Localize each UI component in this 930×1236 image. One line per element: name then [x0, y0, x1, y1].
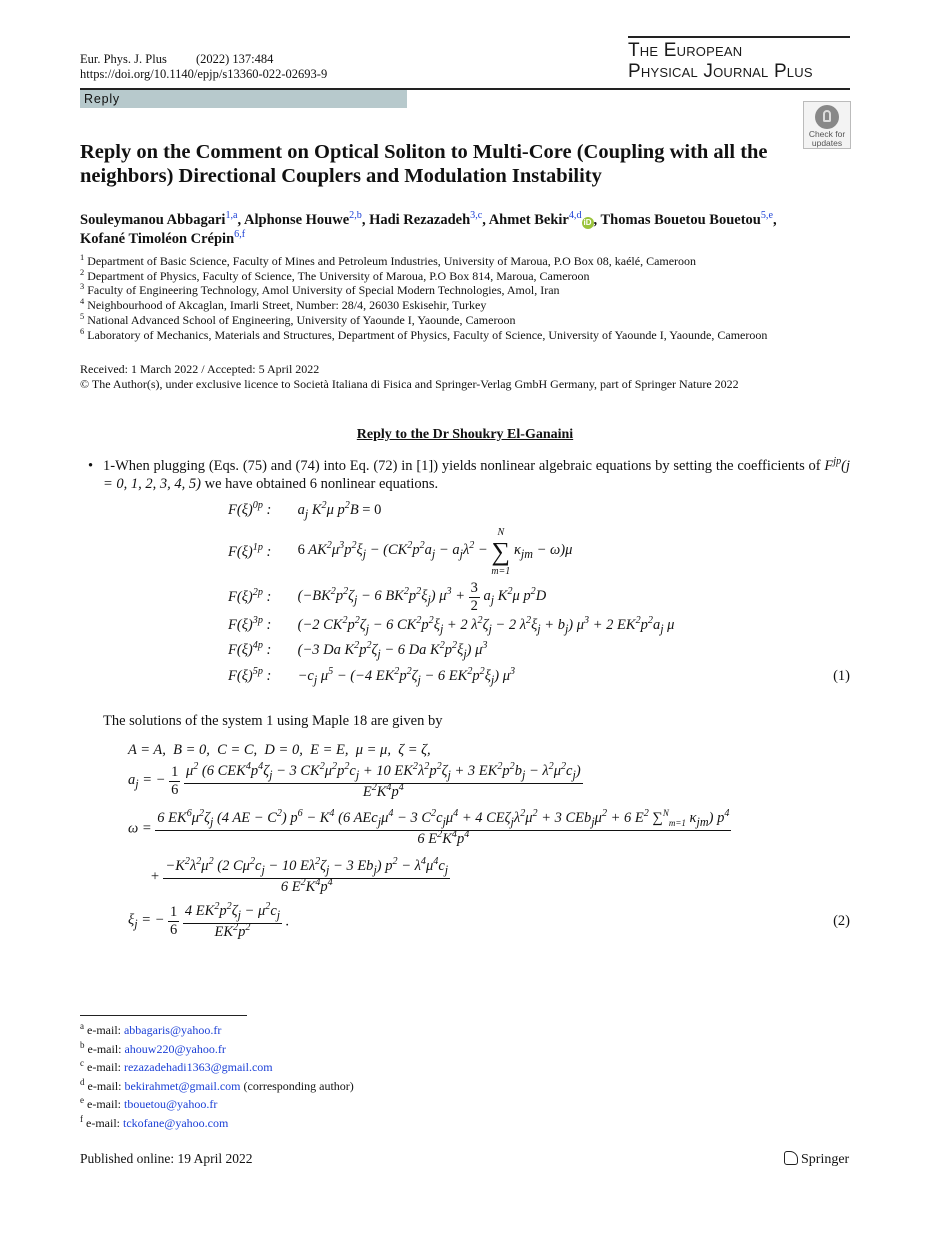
author-affil-ref[interactable]: 4,d — [568, 210, 582, 222]
email-link[interactable]: bekirahmet@gmail.com — [124, 1078, 241, 1093]
copyright: © The Author(s), under exclusive licence to Società Italiana di Fisica and Springer-Verlag GmbH Germany, part of Springer Nature 2022 — [80, 377, 739, 391]
article-dates — [80, 362, 850, 392]
author-affil-ref[interactable]: 5,e — [760, 210, 773, 222]
affiliation-item: $^6$ Laboratory of Mechanics, Materials and Structures, Department of Physics, Faculty of Science, University of Yaounde I, Yaounde, Cameroon — [80, 326, 768, 342]
bullet-paragraph: • 1-When plugging (Eqs. (75) and (74) into Eq. (72) in [1]) yields nonlinear algebraic equations by setting the coefficients of $F^{jp}(j = 0$, 1, 2, 3, 4, 5) we have obtained 6 nonlinear equations. — [88, 456, 851, 492]
footnote-item: $^c$ e-mail: rezazadehadi1363@gmail.com — [80, 1058, 273, 1075]
email-link[interactable]: rezazadehadi1363@gmail.com — [123, 1060, 273, 1075]
footnote-item: $^b$ e-mail: ahouw220@yahoo.fr — [80, 1039, 226, 1056]
affiliation-item: $^3$ Faculty of Engineering Technology, Amol University of Special Modern Technologies, Amol, Iran — [80, 282, 560, 298]
journal-logo — [628, 36, 850, 82]
orcid-icon[interactable]: iD — [583, 218, 592, 227]
check-label-2: updates — [811, 138, 843, 148]
paper-title: Reply on the Comment on Optical Soliton to Multi-Core (Coupling with all the neighbors) Directional Couplers and Modulation Instability — [80, 141, 768, 187]
author-affil-ref[interactable]: 3,c — [470, 210, 483, 222]
running-header — [80, 52, 327, 82]
received-accepted: Received: 1 March 2022 / Accepted: 5 April 2022 — [80, 362, 320, 376]
author-name: Alphonse Houwe — [244, 212, 350, 228]
email-link[interactable]: abbagaris@yahoo.fr — [123, 1023, 222, 1037]
equation-number-1: (1) — [833, 668, 850, 684]
equation-number-2: (2) — [833, 913, 850, 929]
author-list: Souleymanou Abbagari$^{1,a}$, Alphonse Houwe$^{2,b}$, Hadi Rezazadeh$^{3,c}$, Ahmet Bekir$^{4,d}$iD , Thomas Bouetou Bouetou$^{5,e}$, Kofané Timoléon Crépin$^{6,f}$ — [80, 210, 777, 247]
email-link[interactable]: ahouw220@yahoo.fr — [124, 1041, 226, 1056]
footnote-item: $^f$ e-mail: tckofane@yahoo.com — [80, 1113, 229, 1130]
affiliation-item: $^2$ Department of Physics, Faculty of Science, The University of Maroua, P.O Box 814, Maroua, Cameroon — [80, 267, 590, 283]
author-name: Kofané Timoléon Crépin — [80, 231, 235, 247]
author-name: Ahmet Bekir — [488, 212, 569, 228]
publisher-logo — [784, 1151, 849, 1168]
solutions-intro: The solutions of the system 1 using Maple 18 are given by — [103, 713, 443, 729]
springer-horse-icon — [784, 1151, 798, 1165]
footnote-item: $^d$ e-mail: bekirahmet@gmail.com (corresponding author) — [80, 1076, 354, 1093]
email-link[interactable]: tckofane@yahoo.com — [122, 1115, 229, 1130]
published-date: Published online: 19 April 2022 — [80, 1151, 253, 1166]
doi-link[interactable]: https://doi.org/10.1140/epjp/s13360-022-02693-9 — [80, 67, 328, 81]
affiliation-item: $^1$ Department of Basic Science, Faculty of Mines and Petroleum Industries, University of Maroua, P.O Box 08, kaélé, Cameroon — [80, 253, 697, 268]
check-for-updates-badge[interactable] — [803, 101, 851, 149]
footnote-item: $^e$ e-mail: tbouetou@yahoo.fr — [80, 1095, 218, 1112]
author-name: Thomas Bouetou Bouetou — [600, 212, 761, 228]
author-name: Hadi Rezazadeh — [369, 212, 471, 228]
volume-info: (2022) 137:484 — [195, 52, 274, 66]
publisher-name: Springer — [801, 1152, 850, 1167]
author-affil-ref[interactable]: 6,f — [234, 229, 246, 241]
footnote-item: $^a$ e-mail: abbagaris@yahoo.fr — [80, 1021, 222, 1037]
author-affil-ref[interactable]: 2,b — [349, 210, 362, 222]
bookmark-icon — [815, 105, 839, 129]
affiliation-item: $^5$ National Advanced School of Engineering, University of Yaounde I, Yaounde, Cameroon — [80, 311, 516, 327]
section-title: Reply to the Dr Shoukry El-Ganaini — [356, 427, 574, 442]
affiliation-item: $^4$ Neighbourhood of Akcaglan, Imarli Street, Number: 28/4, 26030 Eskisehir, Turkey — [80, 297, 487, 313]
journal-logo-line2: Physical Journal Plus — [628, 61, 813, 82]
journal-short-name: Eur. Phys. J. Plus — [80, 52, 167, 66]
affiliation-list — [80, 254, 850, 342]
author-name: Souleymanou Abbagari — [80, 212, 226, 228]
check-label-1: Check for — [808, 129, 846, 139]
email-link[interactable]: tbouetou@yahoo.fr — [123, 1097, 218, 1112]
article-type-bar: Reply — [80, 90, 407, 108]
author-affil-ref[interactable]: 1,a — [225, 210, 238, 222]
footnote-list — [80, 1021, 354, 1133]
footnote-divider — [80, 1015, 247, 1016]
bullet-icon: • — [88, 458, 94, 474]
journal-logo-line1: The European — [628, 40, 743, 61]
